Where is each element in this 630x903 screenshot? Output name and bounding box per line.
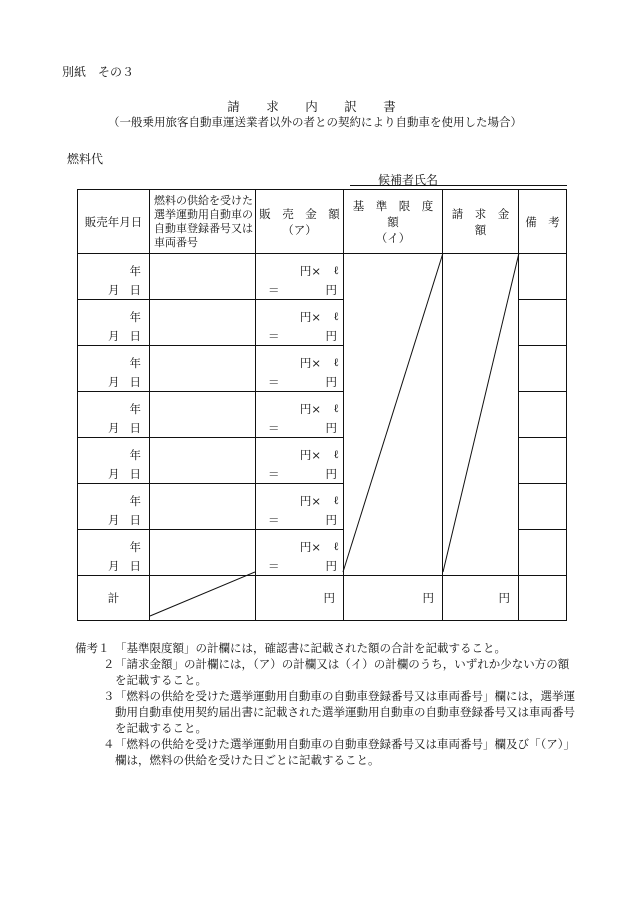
vehicle-number-cell[interactable] — [150, 300, 256, 346]
month-label: 月 — [108, 467, 120, 481]
header-date: 販売年月日 — [78, 190, 150, 254]
year-label: 年 — [129, 356, 141, 370]
remarks-cell[interactable] — [519, 300, 567, 346]
date-cell[interactable] — [78, 392, 150, 438]
yen-label: 円 — [325, 467, 337, 481]
year-label: 年 — [129, 540, 141, 554]
table-header-row — [78, 190, 567, 254]
total-claim[interactable]: 円 — [443, 576, 519, 621]
equals-label: ＝ — [268, 559, 280, 573]
vehicle-number-cell[interactable] — [150, 438, 256, 484]
notes-prefix: 備考１ — [75, 641, 110, 655]
claim-amount-cell — [443, 254, 519, 576]
total-label: 計 — [78, 576, 150, 621]
document-subtitle: （一般乗用旅客自動車運送業者以外の者との契約により自動車を使用した場合） — [108, 115, 522, 129]
note-4 — [75, 736, 575, 768]
unit-price-label: 円× — [299, 356, 321, 370]
total-row — [78, 576, 567, 621]
vehicle-number-cell[interactable] — [150, 530, 256, 576]
total-limit[interactable]: 円 — [344, 576, 443, 621]
document-title: 請 求 内 訳 書 — [227, 99, 403, 114]
day-label: 日 — [129, 467, 141, 481]
remarks-cell[interactable] — [519, 530, 567, 576]
liters-label: ℓ — [333, 539, 339, 553]
yen-label: 円 — [325, 283, 337, 297]
equals-label: ＝ — [268, 283, 280, 297]
equals-label: ＝ — [268, 513, 280, 527]
note-1 — [75, 640, 575, 656]
sales-amount-cell[interactable] — [256, 484, 344, 530]
sales-amount-cell[interactable] — [256, 300, 344, 346]
date-cell[interactable] — [78, 484, 150, 530]
sales-amount-cell[interactable] — [256, 438, 344, 484]
unit-price-label: 円× — [299, 540, 321, 554]
note-3 — [75, 688, 575, 736]
date-cell[interactable] — [78, 530, 150, 576]
yen-label: 円 — [325, 421, 337, 435]
remarks-cell[interactable] — [519, 438, 567, 484]
note-2-text: 「請求金額」の計欄には，（ア）の計欄又は（イ）の計欄のうち，いずれか少ない方の額を記載すること。 — [115, 657, 570, 687]
month-label: 月 — [108, 559, 120, 573]
total-remarks[interactable] — [519, 576, 567, 621]
day-label: 日 — [129, 421, 141, 435]
note-3-text: 「燃料の供給を受けた選挙運動用自動車の自動車登録番号又は車両番号」欄には，選挙運動用自動車使用契約届出書に記載された選挙運動用自動車の自動車登録番号又は車両番号を記載すること。 — [115, 689, 575, 735]
vehicle-number-cell[interactable] — [150, 484, 256, 530]
attachment-label: 別紙 その３ — [62, 65, 135, 79]
year-label: 年 — [129, 402, 141, 416]
liters-label: ℓ — [333, 401, 339, 415]
header-remarks: 備 考 — [519, 190, 567, 254]
yen-label: 円 — [325, 375, 337, 389]
sales-amount-cell[interactable] — [256, 254, 344, 300]
note-2 — [75, 656, 575, 688]
candidate-name-line — [350, 185, 567, 186]
liters-label: ℓ — [333, 355, 339, 369]
note-4-number: ４ — [103, 737, 115, 751]
vehicle-number-cell[interactable] — [150, 346, 256, 392]
liters-label: ℓ — [333, 493, 339, 507]
unit-price-label: 円× — [299, 494, 321, 508]
month-label: 月 — [108, 375, 120, 389]
day-label: 日 — [129, 375, 141, 389]
remarks-cell[interactable] — [519, 346, 567, 392]
unit-price-label: 円× — [299, 402, 321, 416]
remarks-cell[interactable] — [519, 484, 567, 530]
table-row — [78, 254, 567, 300]
equals-label: ＝ — [268, 421, 280, 435]
remarks-cell[interactable] — [519, 254, 567, 300]
header-limit: 基 準 限 度 額 （イ） — [344, 190, 443, 254]
unit-price-label: 円× — [299, 264, 321, 278]
day-label: 日 — [129, 513, 141, 527]
date-cell[interactable] — [78, 438, 150, 484]
total-sales[interactable]: 円 — [256, 576, 344, 621]
day-label: 日 — [129, 559, 141, 573]
year-label: 年 — [129, 448, 141, 462]
vehicle-number-cell[interactable] — [150, 392, 256, 438]
note-2-number: ２ — [103, 657, 115, 671]
date-cell[interactable] — [78, 254, 150, 300]
sales-amount-cell[interactable] — [256, 346, 344, 392]
note-4-text: 「燃料の供給を受けた選挙運動用自動車の自動車登録番号又は車両番号」欄及び「（ア）」欄は，燃料の供給を受けた日ごとに記載すること。 — [115, 737, 575, 767]
section-label: 燃料代 — [67, 152, 104, 166]
month-label: 月 — [108, 421, 120, 435]
vehicle-number-cell[interactable] — [150, 254, 256, 300]
note-1-text: 「基準限度額」の計欄には，確認書に記載された額の合計を記載すること。 — [115, 641, 506, 655]
date-cell[interactable] — [78, 346, 150, 392]
month-label: 月 — [108, 513, 120, 527]
date-cell[interactable] — [78, 300, 150, 346]
yen-label: 円 — [325, 513, 337, 527]
month-label: 月 — [108, 283, 120, 297]
equals-label: ＝ — [268, 375, 280, 389]
day-label: 日 — [129, 283, 141, 297]
sales-amount-cell[interactable] — [256, 530, 344, 576]
notes-section — [75, 640, 575, 768]
limit-amount-cell — [344, 254, 443, 576]
liters-label: ℓ — [333, 447, 339, 461]
liters-label: ℓ — [333, 263, 339, 277]
note-3-number: ３ — [103, 689, 115, 703]
day-label: 日 — [129, 329, 141, 343]
header-vehicle: 燃料の供給を受けた選挙運動用自動車の自動車登録番号又は車両番号 — [150, 190, 256, 254]
equals-label: ＝ — [268, 329, 280, 343]
liters-label: ℓ — [333, 309, 339, 323]
candidate-name-label: 候補者氏名 — [378, 173, 439, 187]
header-claim: 請 求 金 額 — [443, 190, 519, 254]
year-label: 年 — [129, 494, 141, 508]
remarks-cell[interactable] — [519, 392, 567, 438]
equals-label: ＝ — [268, 467, 280, 481]
yen-label: 円 — [325, 329, 337, 343]
year-label: 年 — [129, 310, 141, 324]
month-label: 月 — [108, 329, 120, 343]
unit-price-label: 円× — [299, 310, 321, 324]
claim-breakdown-table — [77, 189, 567, 621]
total-vehicle-cell — [150, 576, 256, 621]
year-label: 年 — [129, 264, 141, 278]
header-sales: 販 売 金 額 （ア） — [256, 190, 344, 254]
yen-label: 円 — [325, 559, 337, 573]
sales-amount-cell[interactable] — [256, 392, 344, 438]
unit-price-label: 円× — [299, 448, 321, 462]
